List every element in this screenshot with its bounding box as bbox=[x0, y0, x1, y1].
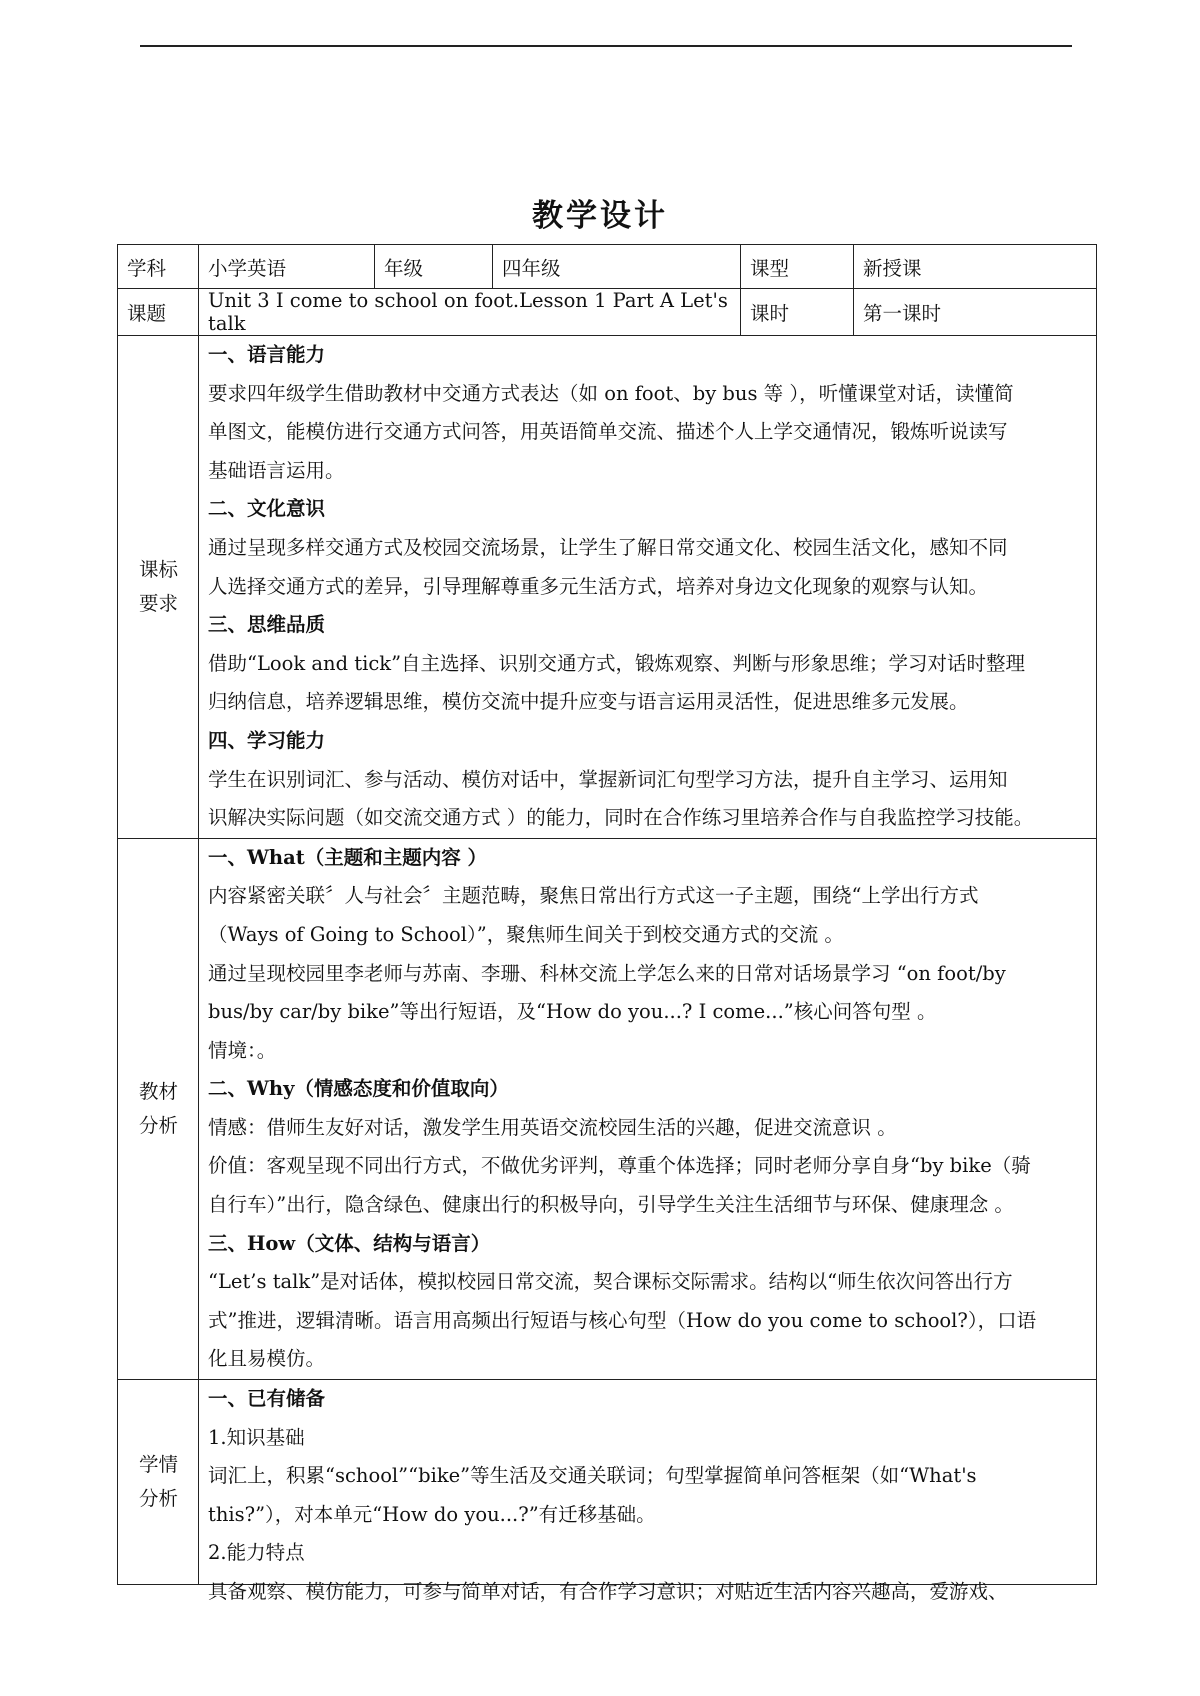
standards-heading-learning: 四、学习能力 bbox=[208, 728, 326, 752]
document-title: 教学设计 bbox=[532, 198, 668, 234]
material-text: “Let’s talk”是对话体，模拟校园日常交流，契合课标交际需求。结构以“师生依次问答出行方 bbox=[208, 1270, 1013, 1294]
standards-label bbox=[118, 336, 199, 839]
material-label-line2: 分析 bbox=[138, 1113, 178, 1137]
standards-heading-language: 一、语言能力 bbox=[208, 343, 326, 366]
standards-text: 识解决实际问题（如交流交通方式 ）的能力，同时在合作练习里培养合作与自我监控学习技能。 bbox=[208, 806, 1034, 830]
meta-row-subject bbox=[118, 245, 1097, 289]
learners-content-box bbox=[208, 1380, 1088, 1603]
lesson-type-value: 新授课 bbox=[854, 245, 1097, 289]
material-text: （Ways of Going to School）”，聚焦师生间关于到校交通方式的交流 。 bbox=[208, 922, 844, 946]
material-text: 情感：借师生友好对话，激发学生用英语交流校园生活的兴趣，促进交流意识 。 bbox=[208, 1115, 897, 1139]
grade-value: 四年级 bbox=[493, 245, 741, 289]
section-standards bbox=[118, 336, 1097, 839]
standards-text: 人选择交通方式的差异，引导理解尊重多元生活方式，培养对身边文化现象的观察与认知。 bbox=[208, 574, 989, 598]
lesson-type-label: 课型 bbox=[741, 245, 854, 289]
learners-text: 词汇上，积累“school”“bike”等生活及交通关联词；句型掌握简单问答框架（如“What's bbox=[208, 1464, 977, 1488]
learners-label bbox=[118, 1380, 199, 1585]
standards-heading-thinking: 三、思维品质 bbox=[208, 613, 326, 637]
section-material bbox=[118, 838, 1097, 1379]
period-label: 课时 bbox=[741, 289, 854, 336]
material-text: bus/by car/by bike”等出行短语，及“How do you...? I come...”核心问答句型 。 bbox=[208, 1000, 937, 1024]
material-label bbox=[118, 838, 199, 1379]
meta-row-topic bbox=[118, 289, 1097, 336]
material-heading-what: 一、What（主题和主题内容 ） bbox=[208, 845, 488, 869]
material-text: 内容紧密关联〞人与社会〞主题范畴，聚焦日常出行方式这一子主题，围绕“上学出行方式 bbox=[208, 884, 979, 908]
standards-label-line2: 要求 bbox=[138, 591, 178, 615]
material-text: 价值：客观呈现不同出行方式，不做优劣评判，尊重个体选择；同时老师分享自身“by bike（骑 bbox=[208, 1154, 1031, 1178]
topic-value: Unit 3 I come to school on foot.Lesson 1 Part A Let's talk bbox=[199, 289, 741, 336]
material-text: 情境：。 bbox=[208, 1038, 277, 1062]
subject-label: 学科 bbox=[118, 245, 199, 289]
learners-subheading-knowledge: 1.知识基础 bbox=[208, 1425, 305, 1449]
standards-text: 学生在识别词汇、参与活动、模仿对话中，掌握新词汇句型学习方法，提升自主学习、运用知 bbox=[208, 767, 1008, 791]
material-heading-why: 二、Why（情感态度和价值取向） bbox=[208, 1077, 509, 1101]
subject-value: 小学英语 bbox=[199, 245, 375, 289]
material-label-line1: 教材 bbox=[138, 1079, 178, 1103]
learners-subheading-ability: 2.能力特点 bbox=[208, 1541, 305, 1565]
learners-label-line2: 分析 bbox=[138, 1487, 178, 1511]
material-text: 式”推进，逻辑清晰。语言用高频出行短语与核心句型（How do you come to school?），口语 bbox=[208, 1308, 1037, 1332]
standards-heading-culture: 二、文化意识 bbox=[208, 497, 326, 521]
material-text: 自行车）”出行，隐含绿色、健康出行的积极导向，引导学生关注生活细节与环保、健康理念 。 bbox=[208, 1193, 1014, 1217]
grade-label: 年级 bbox=[375, 245, 493, 289]
standards-label-line1: 课标 bbox=[138, 557, 178, 581]
learners-text: this?”），对本单元“How do you...?”有迁移基础。 bbox=[208, 1502, 656, 1526]
learners-text: 具备观察、模仿能力，可参与简单对话，有合作学习意识；对贴近生活内容兴趣高，爱游戏、 bbox=[208, 1580, 1008, 1603]
material-text: 通过呈现校园里李老师与苏南、李珊、科林交流上学怎么来的日常对话场景学习 “on foot/by bbox=[208, 961, 1006, 985]
material-text: 化且易模仿。 bbox=[208, 1347, 326, 1371]
section-learners bbox=[118, 1380, 1097, 1585]
standards-text: 要求四年级学生借助教材中交通方式表达（如 on foot、by bus 等 ），听懂课堂对话，读懂简 bbox=[208, 381, 1014, 405]
standards-text: 通过呈现多样交通方式及校园交流场景，让学生了解日常交通文化、校园生活文化，感知不同 bbox=[208, 535, 1008, 559]
material-content bbox=[199, 838, 1097, 1379]
standards-text: 基础语言运用。 bbox=[208, 458, 345, 482]
learners-label-line1: 学情 bbox=[138, 1453, 178, 1477]
lesson-design-table bbox=[117, 244, 1097, 1603]
standards-text: 借助“Look and tick”自主选择、识别交通方式，锻炼观察、判断与形象思维；学习对话时整理 bbox=[208, 651, 1026, 675]
learners-heading-prior: 一、已有储备 bbox=[208, 1387, 326, 1411]
header-rule bbox=[140, 45, 1072, 47]
period-value: 第一课时 bbox=[854, 289, 1097, 336]
topic-label: 课题 bbox=[118, 289, 199, 336]
material-heading-how: 三、How（文体、结构与语言） bbox=[208, 1231, 491, 1255]
learners-content bbox=[199, 1380, 1097, 1603]
standards-text: 归纳信息，培养逻辑思维，模仿交流中提升应变与语言运用灵活性，促进思维多元发展。 bbox=[208, 690, 969, 714]
standards-text: 单图文，能模仿进行交通方式问答，用英语简单交流、描述个人上学交通情况，锻炼听说读写 bbox=[208, 420, 1008, 444]
standards-content bbox=[199, 336, 1097, 839]
